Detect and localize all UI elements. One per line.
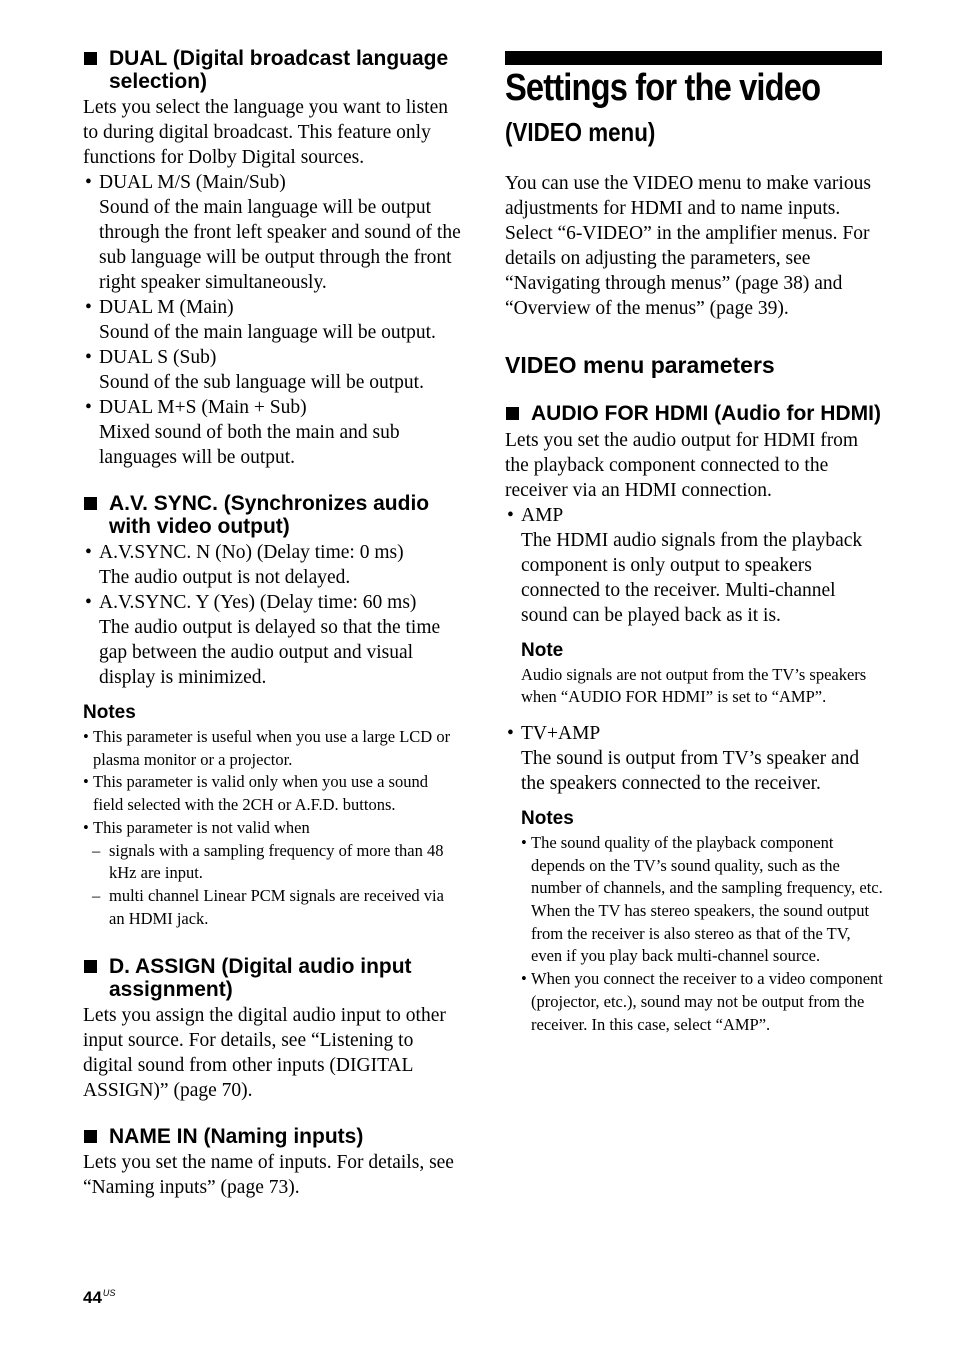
amp-note: [505, 640, 883, 709]
notes-list: [521, 832, 883, 1036]
page-subtitle: (VIDEO menu): [505, 117, 656, 147]
section-d-assign: [83, 956, 461, 1103]
square-bullet-icon: [506, 407, 519, 420]
note-subitem: – signals with a sampling frequency of more than 48 kHz are input.: [92, 840, 444, 883]
list-item: • DUAL M/S (Main/Sub) Sound of the main language will be output through the front left speaker and sound of the sub language will be output through the front right speaker simultaneously.: [85, 172, 461, 293]
video-menu-intro: You can use the VIDEO menu to make various adjustments for HDMI and to name inputs. Select “6-VIDEO” in the amplifier menus. For details on adjusting the parameters, see “Navigating through menus” (page 38) and “Overview of the menus” (page 39).: [505, 173, 871, 319]
list-item: • A.V.SYNC. Y (Yes) (Delay time: 60 ms) The audio output is delayed so that the time gap between the audio output and visual display is minimized.: [85, 592, 441, 688]
video-params-heading: VIDEO menu parameters: [505, 352, 775, 378]
list-item: • TV+AMP The sound is output from TV’s speaker and the speakers connected to the receiver.: [507, 722, 860, 794]
note-item: • The sound quality of the playback component depends on the TV’s sound quality, such as the number of channels, and the sampling frequency, etc. When the TV has stereo speakers, the sound output from the receiver is also stereo as that of the TV, even if you play back multi-channel source.: [521, 832, 883, 966]
square-bullet-icon: [84, 1130, 97, 1143]
square-bullet-icon: [84, 52, 97, 65]
notes-list: [83, 726, 461, 930]
region-code: US: [102, 1288, 116, 1298]
note-item: • This parameter is not valid when: [83, 817, 310, 837]
note-item: • This parameter is valid only when you use a sound field selected with the 2CH or A.F.D. buttons.: [83, 772, 428, 815]
section-heading: DUAL (Digital broadcast language selection): [83, 48, 461, 93]
section-name-in: [83, 1126, 461, 1200]
title-rule: [505, 51, 882, 65]
note-heading: Note: [521, 639, 564, 661]
list-item: • A.V.SYNC. N (No) (Delay time: 0 ms) The audio output is not delayed.: [85, 542, 404, 588]
page-number: $44^{US}$: [83, 1288, 116, 1307]
section-intro: Lets you select the language you want to listen to during digital broadcast. This feature only functions for Dolby Digital sources.: [83, 97, 448, 168]
note-text: Audio signals are not output from the TV’s speakers when “AUDIO FOR HDMI” is set to “AMP”.: [521, 664, 867, 707]
square-bullet-icon: [84, 497, 97, 510]
list-item: • DUAL M (Main) Sound of the main language will be output.: [85, 297, 436, 343]
section-dual: [83, 48, 461, 470]
list-item: • DUAL M+S (Main + Sub) Mixed sound of both the main and sub languages will be output.: [85, 397, 400, 468]
note-item: • This parameter is useful when you use a large LCD or plasma monitor or a projector.: [83, 727, 451, 769]
section-heading: A.V. SYNC. (Synchronizes audio with video output): [83, 493, 461, 538]
section-audio-for-hdmi: [505, 403, 883, 1036]
note-subitem: – multi channel Linear PCM signals are received via an HDMI jack.: [92, 885, 444, 928]
section-body: Lets you set the name of inputs. For details, see “Naming inputs” (page 73).: [83, 1151, 454, 1198]
notes-heading: Notes: [521, 807, 574, 829]
section-av-sync: [83, 493, 461, 930]
list-item: • DUAL S (Sub) Sound of the sub language will be output.: [85, 347, 424, 393]
notes-heading: Notes: [83, 702, 136, 723]
section-body: Lets you assign the digital audio input to other input source. For details, see “Listening to digital sound from other inputs (DIGITAL ASSIGN)” (page 70).: [83, 1005, 446, 1101]
square-bullet-icon: [84, 960, 97, 973]
section-heading: NAME IN (Naming inputs): [83, 1126, 461, 1149]
section-heading: AUDIO FOR HDMI (Audio for HDMI): [505, 403, 883, 426]
list-item: • AMP The HDMI audio signals from the playback component is only output to speakers connected to the receiver. Multi-channel sound can be played back as it is.: [507, 504, 863, 626]
section-intro: Lets you set the audio output for HDMI from the playback component connected to the receiver via an HDMI connection.: [505, 429, 859, 501]
note-item: • When you connect the receiver to a video component (projector, etc.), sound may not be output from the receiver. In this case, select “AMP”.: [521, 969, 883, 1034]
tvamp-notes: [505, 808, 883, 1036]
page-title: Settings for the video: [505, 67, 821, 109]
section-heading: D. ASSIGN (Digital audio input assignment): [83, 956, 461, 1001]
